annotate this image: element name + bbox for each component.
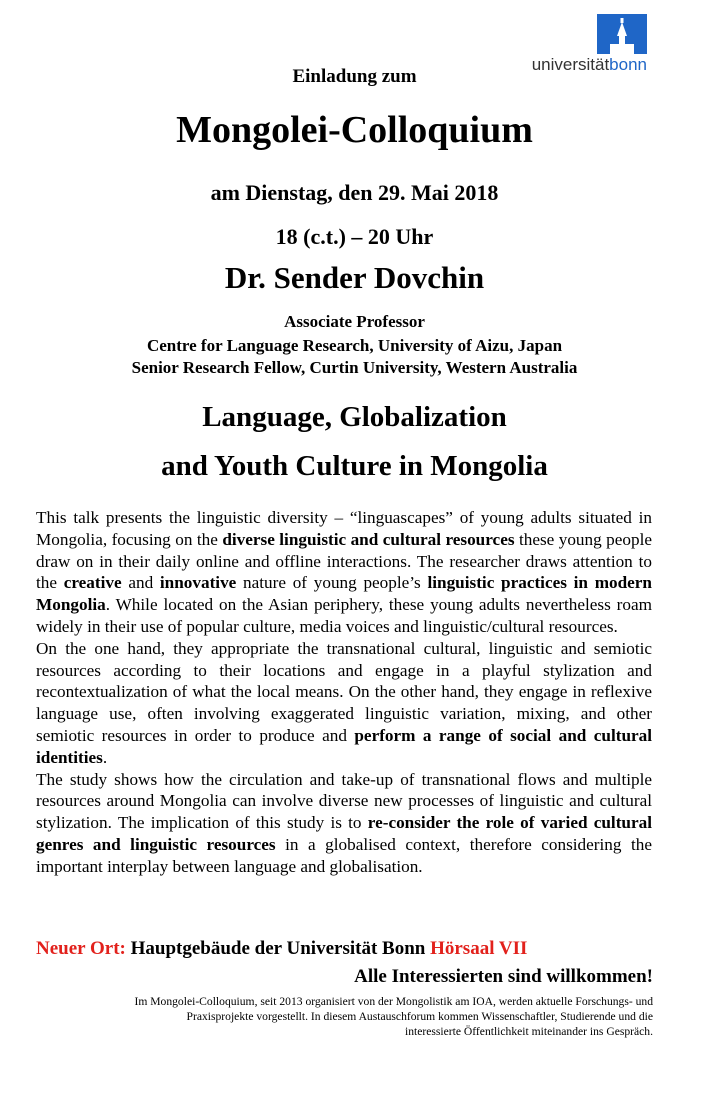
abstract-text: . While located on the Asian periphery, these young adults nevertheless roam widely in their use of popular culture, media voices and linguistic/cultural resources.	[36, 595, 652, 636]
footer-line-2: Praxisprojekte vorgestellt. In diesem Austauschforum kommen Wissenschaftler, Studierende und die	[186, 1010, 653, 1023]
footer-note	[23, 994, 653, 1039]
venue-label: Neuer Ort:	[36, 938, 126, 959]
venue-line	[36, 938, 527, 960]
abstract-text: in a globalised context, therefore considering the important interplay between language and globalisation.	[36, 834, 652, 876]
university-emblem-icon	[597, 14, 647, 54]
event-time: 18 (c.t.) – 20 Uhr	[275, 224, 434, 249]
speaker-affiliation-1: Centre for Language Research, University of Aizu, Japan	[146, 336, 563, 355]
venue-place: Hauptgebäude der Universität Bonn	[125, 938, 431, 959]
abstract-emphasis: re-consider the role of varied cultural genres and linguistic resources	[36, 813, 652, 854]
abstract-text: The study shows how the circulation and take-up of transnational flows and multiple resources around Mongolia can involve diverse new processes of linguistic and cultural stylization. The implication of this study is to	[36, 769, 652, 833]
talk-title-line-1: Language, Globalization	[202, 401, 507, 433]
event-date: am Dienstag, den 29. Mai 2018	[210, 180, 499, 205]
speaker-affiliation-2: Senior Research Fellow, Curtin University, Western Australia	[131, 358, 578, 377]
abstract-paragraph-1	[36, 507, 652, 638]
abstract-emphasis: creative	[63, 573, 122, 593]
abstract-text: This talk presents the linguistic diversity – “linguascapes” of young adults situated in Mongolia, focusing on the	[36, 508, 652, 549]
abstract	[36, 507, 652, 878]
welcome-message: Alle Interessierten sind willkommen!	[354, 966, 653, 987]
university-logo	[497, 14, 647, 74]
abstract-text: and	[121, 573, 160, 593]
abstract-paragraph-3	[36, 769, 652, 878]
footer-line-3: interessierte Öffentlichkeit miteinander ins Gespräch.	[405, 1025, 653, 1038]
abstract-paragraph-2	[36, 638, 652, 769]
abstract-text: nature of young people’s	[236, 573, 428, 593]
abstract-emphasis: innovative	[159, 573, 237, 593]
talk-title-line-2: and Youth Culture in Mongolia	[161, 450, 548, 482]
speaker-name: Dr. Sender Dovchin	[224, 260, 485, 295]
logo-text-bonn: bonn	[609, 55, 647, 74]
abstract-emphasis: perform a range of social and cultural identities	[36, 725, 652, 767]
abstract-emphasis: linguistic practices in modern Mongolia	[36, 573, 652, 615]
abstract-emphasis: diverse linguistic and cultural resources	[222, 529, 515, 549]
logo-text-universitaet: universität	[531, 55, 610, 74]
abstract-text: these young people draw on in their daily online and offline interactions. The researcher draws attention to the	[36, 529, 652, 593]
abstract-text: On the one hand, they appropriate the transnational cultural, linguistic and semiotic resources according to their locations and engage in a playful stylization and recontextualization of what the local means. On the other hand, they engage in reflexive language use, often involving exaggerated linguistic variation, mixing, and other semiotic resources in order to produce and	[36, 638, 652, 745]
venue-room: Hörsaal VII	[430, 938, 528, 959]
speaker-role: Associate Professor	[284, 312, 425, 331]
abstract-text: .	[102, 747, 108, 767]
footer-line-1: Im Mongolei-Colloquium, seit 2013 organisiert von der Mongolistik am IOA, werden aktuelle Forschungs- und	[134, 995, 653, 1008]
invitation-label: Einladung zum	[292, 66, 417, 87]
event-title: Mongolei-Colloquium	[176, 109, 533, 151]
